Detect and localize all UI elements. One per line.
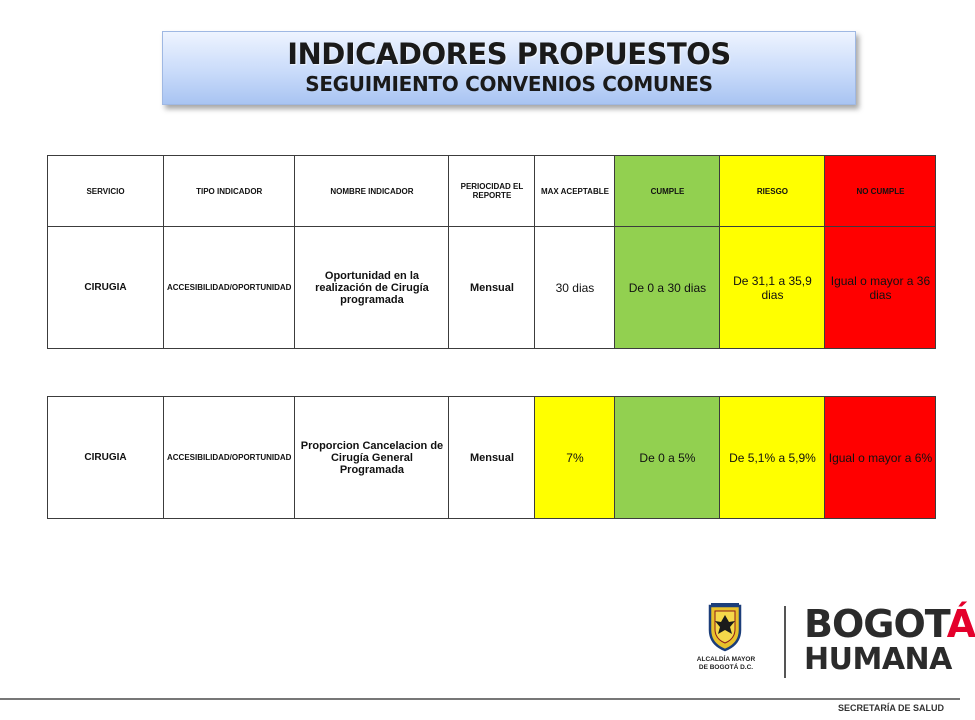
table-row <box>48 397 936 519</box>
cell-periodicidad: Mensual <box>449 397 535 519</box>
header-periodicidad: PERIOCIDAD EL REPORTE <box>449 156 535 227</box>
cell-tipo: ACCESIBILIDAD/OPORTUNIDAD <box>164 397 295 519</box>
cell-max: 7% <box>535 397 615 519</box>
logo-divider <box>784 606 786 678</box>
footer-divider <box>0 698 960 700</box>
alcaldia-line-1: ALCALDÍA MAYOR <box>696 656 756 663</box>
cell-no-cumple: Igual o mayor a 6% <box>825 397 936 519</box>
bogota-text: BOGOT <box>804 602 947 646</box>
bogota-logo-line-1 <box>804 604 975 644</box>
cell-servicio: CIRUGIA <box>48 397 164 519</box>
header-nombre: NOMBRE INDICADOR <box>295 156 449 227</box>
cell-riesgo: De 5,1% a 5,9% <box>720 397 825 519</box>
indicator-table-1 <box>47 155 936 349</box>
cell-periodicidad: Mensual <box>449 227 535 349</box>
cell-max: 30 dias <box>535 227 615 349</box>
header-cumple: CUMPLE <box>615 156 720 227</box>
logo-area <box>688 600 975 690</box>
page-title: INDICADORES PROPUESTOS <box>287 37 731 71</box>
footer-label: SECRETARÍA DE SALUD <box>837 703 944 713</box>
bogota-accent-letter: Á <box>946 602 975 646</box>
indicator-table-2 <box>47 396 936 519</box>
alcaldia-line-2: DE BOGOTÁ D.C. <box>698 664 754 671</box>
coat-of-arms-icon <box>706 602 744 652</box>
cell-cumple: De 0 a 30 dias <box>615 227 720 349</box>
cell-nombre: Proporcion Cancelacion de Cirugía General Programada <box>295 397 449 519</box>
header-max: MAX ACEPTABLE <box>535 156 615 227</box>
cell-nombre: Oportunidad en la realización de Cirugía programada <box>295 227 449 349</box>
alcaldia-label <box>688 656 764 672</box>
cell-cumple: De 0 a 5% <box>615 397 720 519</box>
page-subtitle: SEGUIMIENTO CONVENIOS COMUNES <box>305 72 713 96</box>
header-servicio: SERVICIO <box>48 156 164 227</box>
title-banner <box>162 31 856 105</box>
cell-no-cumple: Igual o mayor a 36 dias <box>825 227 936 349</box>
table-row <box>48 227 936 349</box>
header-riesgo: RIESGO <box>720 156 825 227</box>
header-no-cumple: NO CUMPLE <box>825 156 936 227</box>
header-row <box>48 156 936 227</box>
header-tipo: TIPO INDICADOR <box>164 156 295 227</box>
cell-riesgo: De 31,1 a 35,9 dias <box>720 227 825 349</box>
cell-tipo: ACCESIBILIDAD/OPORTUNIDAD <box>164 227 295 349</box>
bogota-logo-line-2: HUMANA <box>804 642 952 677</box>
cell-servicio: CIRUGIA <box>48 227 164 349</box>
